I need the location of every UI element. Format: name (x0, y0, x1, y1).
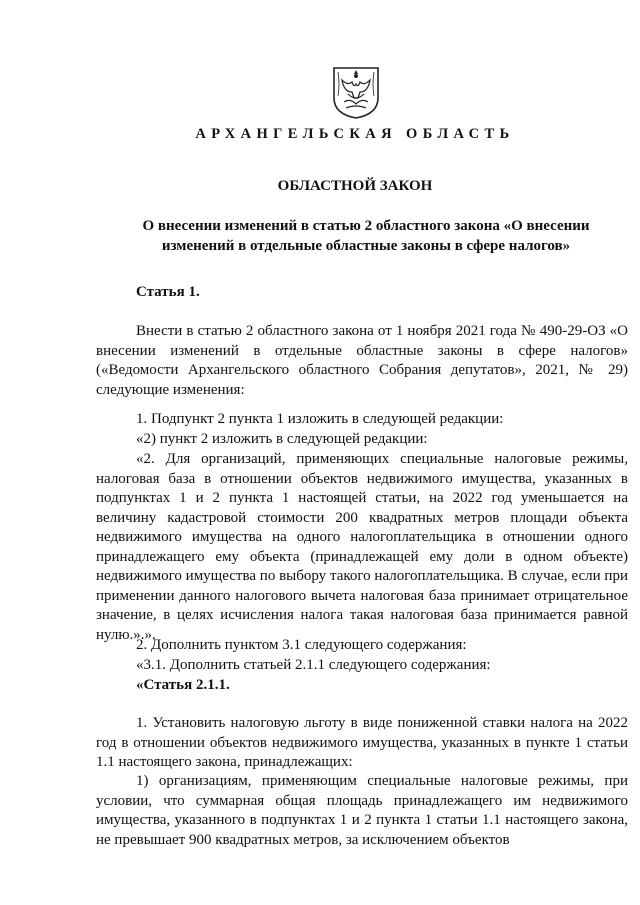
paragraph-item-2: 2. Дополнить пунктом 3.1 следующего содержания: (136, 637, 467, 653)
coat-of-arms-emblem (330, 64, 382, 120)
paragraph-item-1a: «2) пункт 2 изложить в следующей редакции: (136, 431, 428, 447)
paragraph-article-2-1-1: «Статья 2.1.1. (136, 677, 230, 693)
law-subtitle: О внесении изменений в статью 2 областного закона «О внесении изменений в отдельные областные законы в сфере налогов» (142, 218, 590, 254)
article-heading: Статья 1. (136, 284, 200, 300)
document-type-title: ОБЛАСТНОЙ ЗАКОН (277, 178, 433, 194)
paragraph-subpoint-1: 1) организациям, применяющим специальные налоговые режимы, при условии, что суммарная общая площадь принадлежащего им недвижимого имущества, указанного в подпунктах 1 и 2 пункта 1 статьи 1.1 настоящего закона, не превышает 900 квадратных метров, за исключением объектов (96, 773, 628, 848)
paragraph-item-2a: «3.1. Дополнить статьей 2.1.1 следующего содержания: (136, 657, 491, 673)
region-name: АРХАНГЕЛЬСКАЯ ОБЛАСТЬ (195, 126, 515, 142)
paragraph-intro: Внести в статью 2 областного закона от 1 ноября 2021 года № 490-29-ОЗ «О внесении изменений в отдельные областные законы в сфере налогов» («Ведомости Архангельского областного Собрания депутатов», 2021, № 29) следующие изменения: (96, 323, 628, 398)
paragraph-item-1: 1. Подпункт 2 пункта 1 изложить в следующей редакции: (136, 411, 504, 427)
paragraph-item-1b: «2. Для организаций, применяющих специальные налоговые режимы, налоговая база в отношении объектов недвижимого имущества, указанных в подпунктах 1 и 2 пункта 1 настоящей статьи, на 2022 год уменьшается на величину кадастровой стоимости 200 квадратных метров площади объекта недвижимого имущества на одного налогоплательщика в отношении одного принадлежащего ему объекта (принадлежащей ему доли в одном объекте) недвижимого имущества по выбору такого налогоплательщика. В случае, если при применении данного налогового вычета налоговая база принимает отрицательное значение, в целях исчисления налога такая налоговая база принимается равной нулю.».». (96, 451, 628, 643)
paragraph-point-1: 1. Установить налоговую льготу в виде пониженной ставки налога на 2022 год в отношении объектов недвижимого имущества, указанных в пункте 1 статьи 1.1 настоящего закона, принадлежащих: (96, 715, 628, 770)
